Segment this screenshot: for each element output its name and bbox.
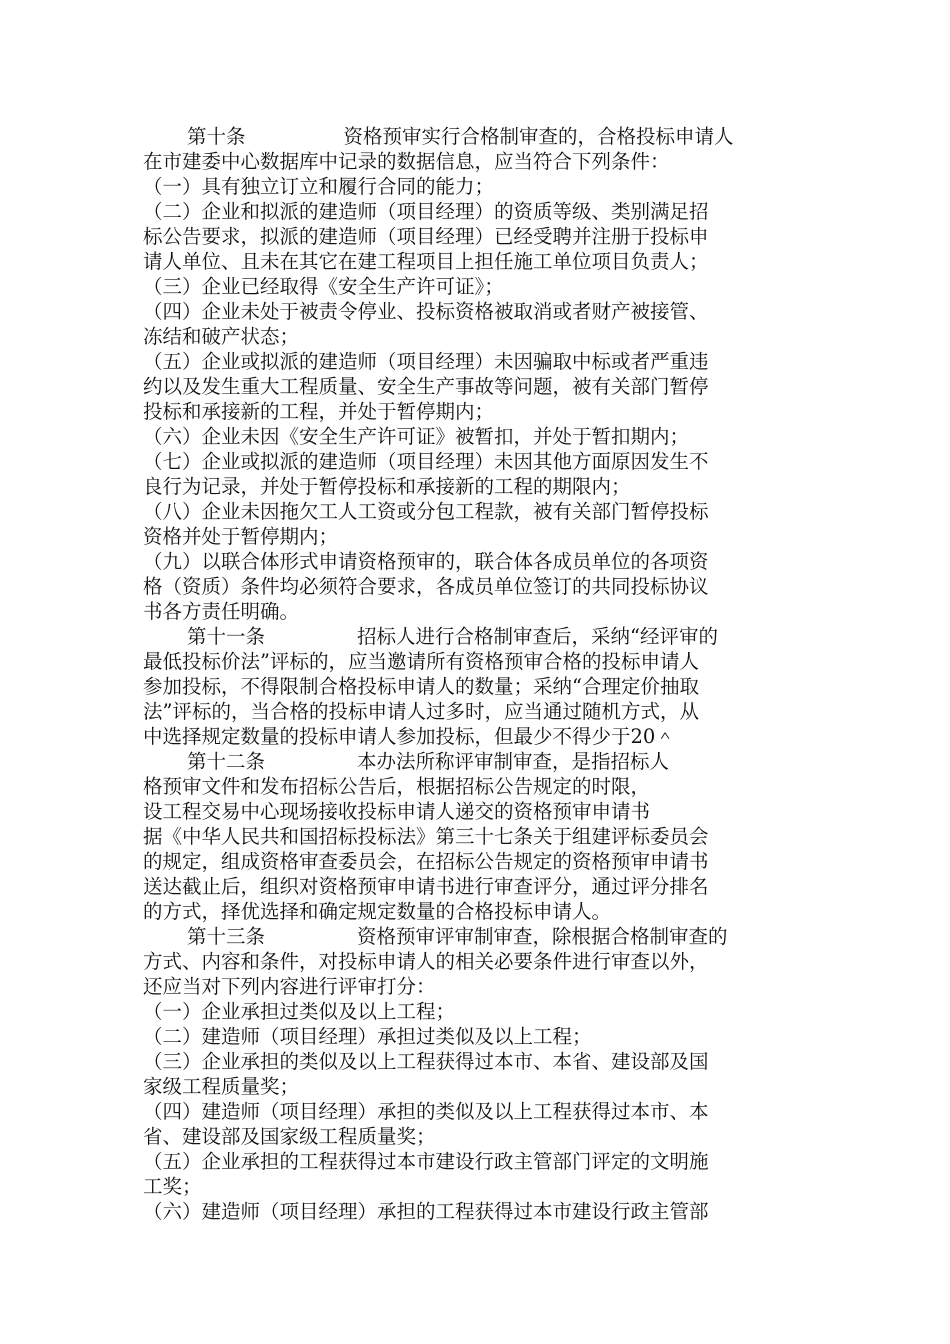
article-13-item-5b: 工奖； [143,1175,202,1198]
article-10-item-5c: 投标和承接新的工程，并处于暂停期内； [143,400,495,423]
article-10-item-8b: 资格并处于暂停期内； [143,525,339,548]
article-10-line-2: 在市建委中心数据库中记录的数据信息，应当符合下列条件： [143,150,670,173]
article-10-item-2b: 标公告要求，拟派的建造师（项目经理）已经受聘并注册于投标申 [143,225,709,248]
article-12-line-2: 格预审文件和发布招标公告后，根据招标公告规定的时限， [143,775,651,798]
article-10-item-5a: （五）企业或拟派的建造师（项目经理）未因骗取中标或者严重违 [143,350,709,373]
article-13-item-5a: （五）企业承担的工程获得过本市建设行政主管部门评定的文明施 [143,1150,709,1173]
article-11-line-1: 第十一条 招标人进行合格制审查后，采纳“经评审的 [187,625,718,648]
article-12-line-5: 的规定，组成资格审查委员会，在招标公告规定的资格预审申请书 [143,850,709,873]
article-13-item-1: （一）企业承担过类似及以上工程； [143,1000,456,1023]
article-12-heading: 第十二条 [187,750,266,773]
article-11-line-4: 法”评标的，当合格的投标申请人过多时，应当通过随机方式，从 [143,700,699,723]
article-13-item-6a: （六）建造师（项目经理）承担的工程获得过本市建设行政主管部 [143,1200,709,1223]
article-13-heading: 第十三条 [187,925,266,948]
article-10-item-4a: （四）企业未处于被责令停业、投标资格被取消或者财产被接管、 [143,300,709,323]
article-11-heading: 第十一条 [187,625,266,648]
article-13-item-2: （二）建造师（项目经理）承担过类似及以上工程； [143,1025,592,1048]
article-10-item-2c: 请人单位、且未在其它在建工程项目上担任施工单位项目负责人； [143,250,709,273]
article-11-line-2: 最低投标价法”评标的，应当邀请所有资格预审合格的投标申请人 [143,650,699,673]
article-10-item-9c: 书各方责任明确。 [143,600,300,623]
article-12-line-7: 的方式，择优选择和确定规定数量的合格投标申请人。 [143,900,612,923]
article-10-item-9b: 格（资质）条件均必须符合要求，各成员单位签订的共同投标协议 [143,575,709,598]
article-10-item-6: （六）企业未因《安全生产许可证》被暂扣，并处于暂扣期内； [143,425,690,448]
article-10-heading: 第十条 [187,125,246,148]
article-10-item-9a: （九）以联合体形式申请资格预审的，联合体各成员单位的各项资 [143,550,709,573]
article-13-item-4b: 省、建设部及国家级工程质量奖； [143,1125,436,1148]
article-10-line-1: 第十条 资格预审实行合格制审查的，合格投标申请人 [187,125,734,148]
article-13-line-1: 第十三条 资格预审评审制审查，除根据合格制审查的 [187,925,728,948]
article-12-line-4: 据《中华人民共和国招标投标法》第三十七条关于组建评标委员会 [143,825,709,848]
article-10-item-4b: 冻结和破产状态； [143,325,300,348]
article-10-item-3: （三）企业已经取得《安全生产许可证》； [143,275,504,298]
article-11-line-5: 中选择规定数量的投标申请人参加投标，但最少不得少于20＾ [143,725,675,748]
article-13-item-3b: 家级工程质量奖； [143,1075,300,1098]
article-10-item-2a: （二）企业和拟派的建造师（项目经理）的资质等级、类别满足招 [143,200,709,223]
article-10-item-1: （一）具有独立订立和履行合同的能力； [143,175,495,198]
article-13-line-2: 方式、内容和条件，对投标申请人的相关必要条件进行审查以外， [143,950,709,973]
article-12-line-1: 第十二条 本办法所称评审制审查，是指招标人 [187,750,670,773]
article-10-item-5b: 约以及发生重大工程质量、安全生产事故等问题，被有关部门暂停 [143,375,709,398]
article-10-item-8a: （八）企业未因拖欠工人工资或分包工程款，被有关部门暂停投标 [143,500,709,523]
article-13-line-3: 还应当对下列内容进行评审打分： [143,975,436,998]
article-10-item-7a: （七）企业或拟派的建造师（项目经理）未因其他方面原因发生不 [143,450,709,473]
article-11-line-3: 参加投标，不得限制合格投标申请人的数量；采纳“合理定价抽取 [143,675,699,698]
article-13-item-3a: （三）企业承担的类似及以上工程获得过本市、本省、建设部及国 [143,1050,709,1073]
article-12-line-3: 设工程交易中心现场接收投标申请人递交的资格预审申请书 [143,800,651,823]
article-10-item-7b: 良行为记录，并处于暂停投标和承接新的工程的期限内； [143,475,631,498]
article-13-item-4a: （四）建造师（项目经理）承担的类似及以上工程获得过本市、本 [143,1100,709,1123]
article-12-line-6: 送达截止后，组织对资格预审申请书进行审查评分，通过评分排名 [143,875,709,898]
